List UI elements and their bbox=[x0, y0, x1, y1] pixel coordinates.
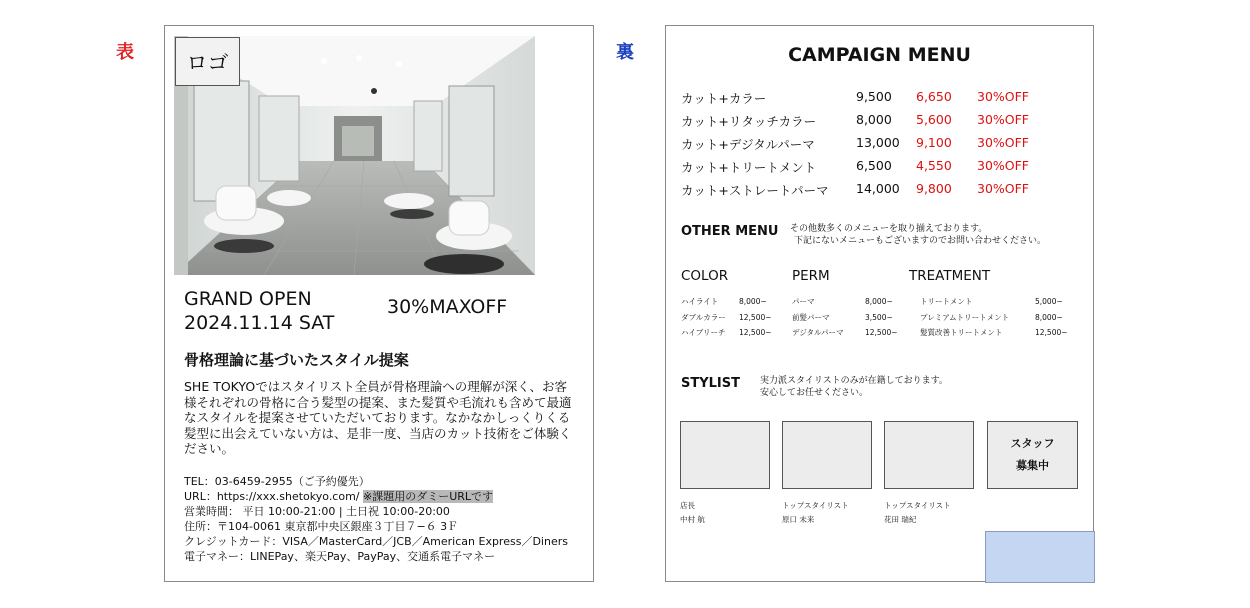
price-item-name: デジタルパーマ bbox=[792, 328, 844, 337]
url-note: ※課題用のダミーURLです bbox=[363, 490, 494, 503]
price-item-value: 5,000~ bbox=[1035, 297, 1063, 306]
logo-placeholder: ロゴ bbox=[175, 37, 240, 86]
staff-role: トップスタイリスト bbox=[884, 501, 951, 510]
staff-recruit-box bbox=[987, 421, 1078, 489]
menu-name: カット+ストレートパーマ bbox=[681, 183, 829, 198]
menu-name: カット+カラー bbox=[681, 91, 767, 106]
menu-sale-price: 9,800 bbox=[916, 181, 952, 196]
price-item-name: ハイブリーチ bbox=[681, 328, 726, 337]
staff-photo-placeholder bbox=[680, 421, 770, 489]
concept-description: SHE TOKYOではスタイリスト全員が骨格理論への理解が深く、お客様それぞれの骨格に合う髪型の提案、また髪質や毛流れも含めて最適なスタイルを提案させていただいております。なかなかしっくりくる髪型に出会えていない方は、是非一度、当店のカット技術をご体験ください。 bbox=[184, 379, 572, 456]
stylist-note-line: 実力派スタイリストのみが在籍しております。 bbox=[760, 376, 948, 386]
campaign-row bbox=[681, 135, 1081, 155]
menu-name: カット+デジタルパーマ bbox=[681, 137, 815, 152]
campaign-row bbox=[681, 158, 1081, 178]
front-side-label: 表 bbox=[116, 42, 134, 63]
menu-sale-price: 4,550 bbox=[916, 158, 952, 173]
price-item-name: ハイライト bbox=[681, 297, 719, 306]
color-price-list bbox=[681, 294, 776, 341]
price-item bbox=[681, 294, 776, 310]
price-item bbox=[681, 325, 776, 341]
emoney-line: 電子マネー：LINEPay、楽天Pay、PayPay、交通系電子マネー bbox=[184, 550, 496, 563]
staff-name: 中村 航 bbox=[680, 515, 705, 524]
price-item-name: パーマ bbox=[792, 297, 815, 306]
other-menu-title: OTHER MENU bbox=[681, 224, 779, 239]
price-item bbox=[920, 325, 1080, 341]
staff-photo-placeholder bbox=[782, 421, 872, 489]
price-item-name: 前髪パーマ bbox=[792, 312, 830, 322]
grand-open-title: GRAND OPEN bbox=[184, 288, 312, 310]
url-line bbox=[184, 489, 589, 504]
staff-caption bbox=[680, 499, 705, 527]
shop-info bbox=[184, 474, 589, 564]
credit-line: クレジットカード：VISA／MasterCard／JCB／American Express／Diners bbox=[184, 535, 568, 548]
campaign-row bbox=[681, 89, 1081, 109]
menu-original-price: 13,000 bbox=[856, 135, 900, 150]
other-menu-note bbox=[790, 223, 1046, 247]
treatment-price-list bbox=[920, 294, 1080, 341]
discount-text: 30%MAXOFF bbox=[387, 296, 508, 318]
menu-sale-price: 9,100 bbox=[916, 135, 952, 150]
campaign-title: CAMPAIGN MENU bbox=[788, 44, 971, 66]
blue-placeholder-block bbox=[985, 531, 1095, 583]
price-item bbox=[792, 294, 902, 310]
menu-original-price: 8,000 bbox=[856, 112, 892, 127]
price-item-value: 8,000~ bbox=[739, 297, 767, 306]
menu-discount: 30%OFF bbox=[977, 158, 1030, 173]
staff-name: 原口 未来 bbox=[782, 515, 815, 524]
grand-open-block bbox=[184, 287, 334, 335]
stylist-note-line: 安心してお任せください。 bbox=[760, 388, 869, 398]
staff-role: トップスタイリスト bbox=[782, 501, 849, 510]
price-item-value: 8,000~ bbox=[865, 297, 893, 306]
menu-original-price: 6,500 bbox=[856, 158, 892, 173]
menu-name: カット+リタッチカラー bbox=[681, 114, 817, 129]
stylist-note bbox=[760, 375, 948, 399]
category-perm-title: PERM bbox=[792, 268, 830, 284]
stylist-title: STYLIST bbox=[681, 376, 740, 391]
category-color-title: COLOR bbox=[681, 268, 729, 284]
price-item-name: トリートメント bbox=[920, 297, 973, 306]
concept-heading: 骨格理論に基づいたスタイル提案 bbox=[184, 351, 409, 369]
price-item-value: 12,500~ bbox=[1035, 328, 1068, 337]
staff-caption bbox=[782, 499, 849, 527]
tel-line: TEL：03-6459-2955（ご予約優先） bbox=[184, 475, 370, 488]
price-item bbox=[920, 294, 1080, 310]
perm-price-list bbox=[792, 294, 902, 341]
back-side-label: 裏 bbox=[616, 42, 634, 63]
url-text[interactable]: URL：https://xxx.shetokyo.com/ bbox=[184, 490, 360, 503]
price-item bbox=[920, 310, 1080, 326]
price-item-value: 12,500~ bbox=[739, 328, 772, 337]
price-item-value: 12,500~ bbox=[865, 328, 898, 337]
price-item-name: プレミアムトリートメント bbox=[920, 312, 1010, 322]
price-item-value: 8,000~ bbox=[1035, 312, 1063, 322]
price-item-value: 12,500~ bbox=[739, 312, 772, 322]
recruit-line-2: 募集中 bbox=[1016, 459, 1049, 472]
campaign-row bbox=[681, 181, 1081, 201]
other-note-line: 下記にないメニューもございますのでお問い合わせください。 bbox=[794, 236, 1047, 246]
price-item bbox=[792, 325, 902, 341]
price-item bbox=[681, 310, 776, 326]
price-item-name: 髪質改善トリートメント bbox=[920, 328, 1003, 337]
open-date: 2024.11.14 SAT bbox=[184, 312, 335, 334]
front-card bbox=[164, 25, 594, 582]
price-item-value: 3,500~ bbox=[865, 312, 893, 322]
menu-discount: 30%OFF bbox=[977, 181, 1030, 196]
staff-caption bbox=[884, 499, 951, 527]
other-note-line: その他数多くのメニューを取り揃えております。 bbox=[790, 224, 988, 234]
staff-name: 花田 瑞紀 bbox=[884, 515, 917, 524]
back-card bbox=[665, 25, 1094, 582]
menu-sale-price: 6,650 bbox=[916, 89, 952, 104]
menu-discount: 30%OFF bbox=[977, 89, 1030, 104]
menu-sale-price: 5,600 bbox=[916, 112, 952, 127]
menu-discount: 30%OFF bbox=[977, 112, 1030, 127]
menu-discount: 30%OFF bbox=[977, 135, 1030, 150]
price-item bbox=[792, 310, 902, 326]
menu-name: カット+トリートメント bbox=[681, 160, 817, 175]
price-item-name: ダブルカラー bbox=[681, 312, 726, 322]
menu-original-price: 9,500 bbox=[856, 89, 892, 104]
staff-role: 店長 bbox=[680, 501, 695, 510]
category-treatment-title: TREATMENT bbox=[909, 268, 991, 284]
recruit-line-1: スタッフ bbox=[1010, 437, 1055, 450]
hours-line: 営業時間： 平日 10:00-21:00 | 土日祝 10:00-20:00 bbox=[184, 505, 450, 518]
menu-original-price: 14,000 bbox=[856, 181, 900, 196]
campaign-row bbox=[681, 112, 1081, 132]
address-line: 住所：〒104-0061 東京都中央区銀座３丁目７−６ 3Ｆ bbox=[184, 520, 459, 533]
staff-photo-placeholder bbox=[884, 421, 974, 489]
